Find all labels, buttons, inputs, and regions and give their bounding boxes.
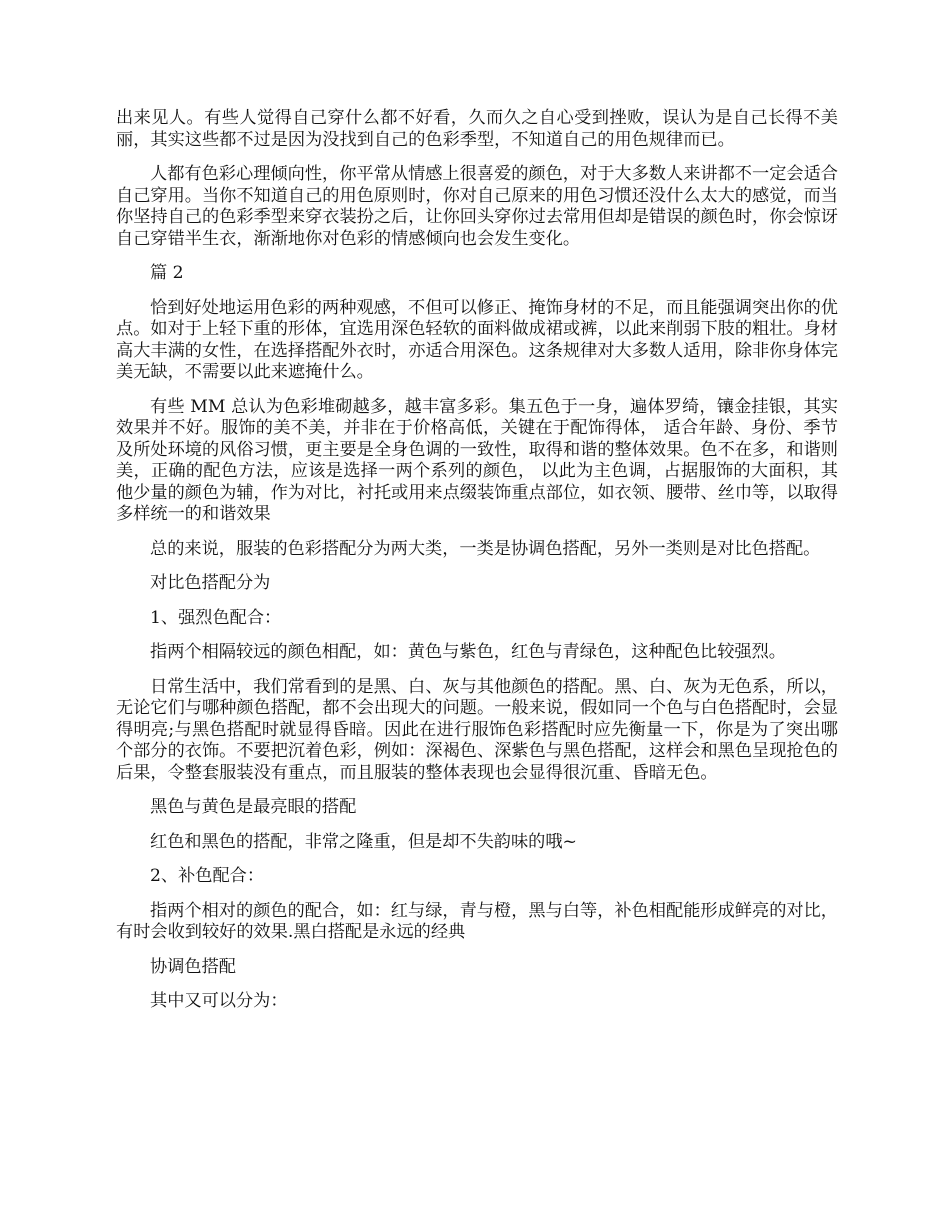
paragraph: 总的来说，服装的色彩搭配分为两大类，一类是协调色搭配，另外一类则是对比色搭配。 [150, 538, 821, 559]
subheading: 协调色搭配 [150, 956, 236, 977]
subheading: 黑色与黄色是最亮眼的搭配 [150, 797, 357, 817]
subheading: 1、强烈色配合： [150, 607, 282, 628]
paragraph: 红色和黑色的搭配，非常之隆重，但是却不失韵味的哦~ [150, 831, 577, 852]
paragraph: 指两个相隔较远的颜色相配，如：黄色与紫色，红色与青绿色，这种配色比较强烈。 [150, 642, 786, 662]
paragraph: 日常生活中，我们常看到的是黑、白、灰与其他颜色的搭配。黑、白、灰为无色系，所以，无论它们与哪种颜色搭配，都不会出现大的问题。一般来说，假如同一个色与白色搭配时，会显得明亮;与黑色搭配时就显得昏暗。因此在进行服饰色彩搭配时应先衡量一下，你是为了突出哪个部分的衣饰。不要把沉着色彩，例如：深褐色、深紫色与黑色搭配，这样会和黑色呈现抢色的后果，令整套服装没有重点，而且服装的整体表现也会显得很沉重、昏暗无色。 [116, 676, 838, 783]
paragraph: 人都有色彩心理倾向性，你平常从情感上很喜爱的颜色，对于大多数人来讲都不一定会适合自己穿用。当你不知道自己的用色原则时，你对自己原来的用色习惯还没什么太大的感觉，而当你坚持自己的色彩季型来穿衣装扮之后，让你回头穿你过去常用但却是错误的颜色时，你会惊讶自己穿错半生衣，渐渐地你对色彩的情感倾向也会发生变化。 [116, 164, 838, 249]
paragraph: 出来见人。有些人觉得自己穿什么都不好看，久而久之自心受到挫败，误认为是自己长得不美丽，其实这些都不过是因为没找到自己的色彩季型，不知道自己的用色规律而已。 [116, 108, 838, 150]
paragraph: 恰到好处地运用色彩的两种观感，不但可以修正、掩饰身材的不足，而且能强调突出你的优点。如对于上轻下重的形体，宜选用深色轻软的面料做成裙或裤，以此来削弱下肢的粗壮。身材高大丰满的女性，在选择搭配外衣时，亦适合用深色。这条规律对大多数人适用，除非你身体完美无缺，不需要以此来遮掩什么。 [116, 297, 838, 382]
document-body [116, 108, 838, 1026]
paragraph: 有些 MM 总认为色彩堆砌越多，越丰富多彩。集五色于一身，遍体罗绮，镶金挂银，其实效果并不好。服饰的美不美，并非在于价格高低，关键在于配饰得体， 适合年龄、身份、季节及所处环境的风俗习惯，更主要是全身色调的一致性，取得和谐的整体效果。色不在多，和谐则美，正确的配色方法，应该是选择一两个系列的颜色， 以此为主色调，占据服饰的大面积，其他少量的颜色为辅，作为对比，衬托或用来点缀装饰重点部位，如衣领、腰带、丝巾等，以取得多样统一的和谐效果 [116, 396, 838, 524]
subheading: 2、补色配合： [150, 866, 265, 886]
subheading: 对比色搭配分为 [150, 573, 271, 593]
paragraph: 指两个相对的颜色的配合，如：红与绿，青与橙，黑与白等，补色相配能形成鲜亮的对比，有时会收到较好的效果.黑白搭配是永远的经典 [116, 900, 838, 942]
paragraph: 其中又可以分为： [150, 991, 288, 1011]
section-heading: 篇 2 [150, 263, 184, 283]
